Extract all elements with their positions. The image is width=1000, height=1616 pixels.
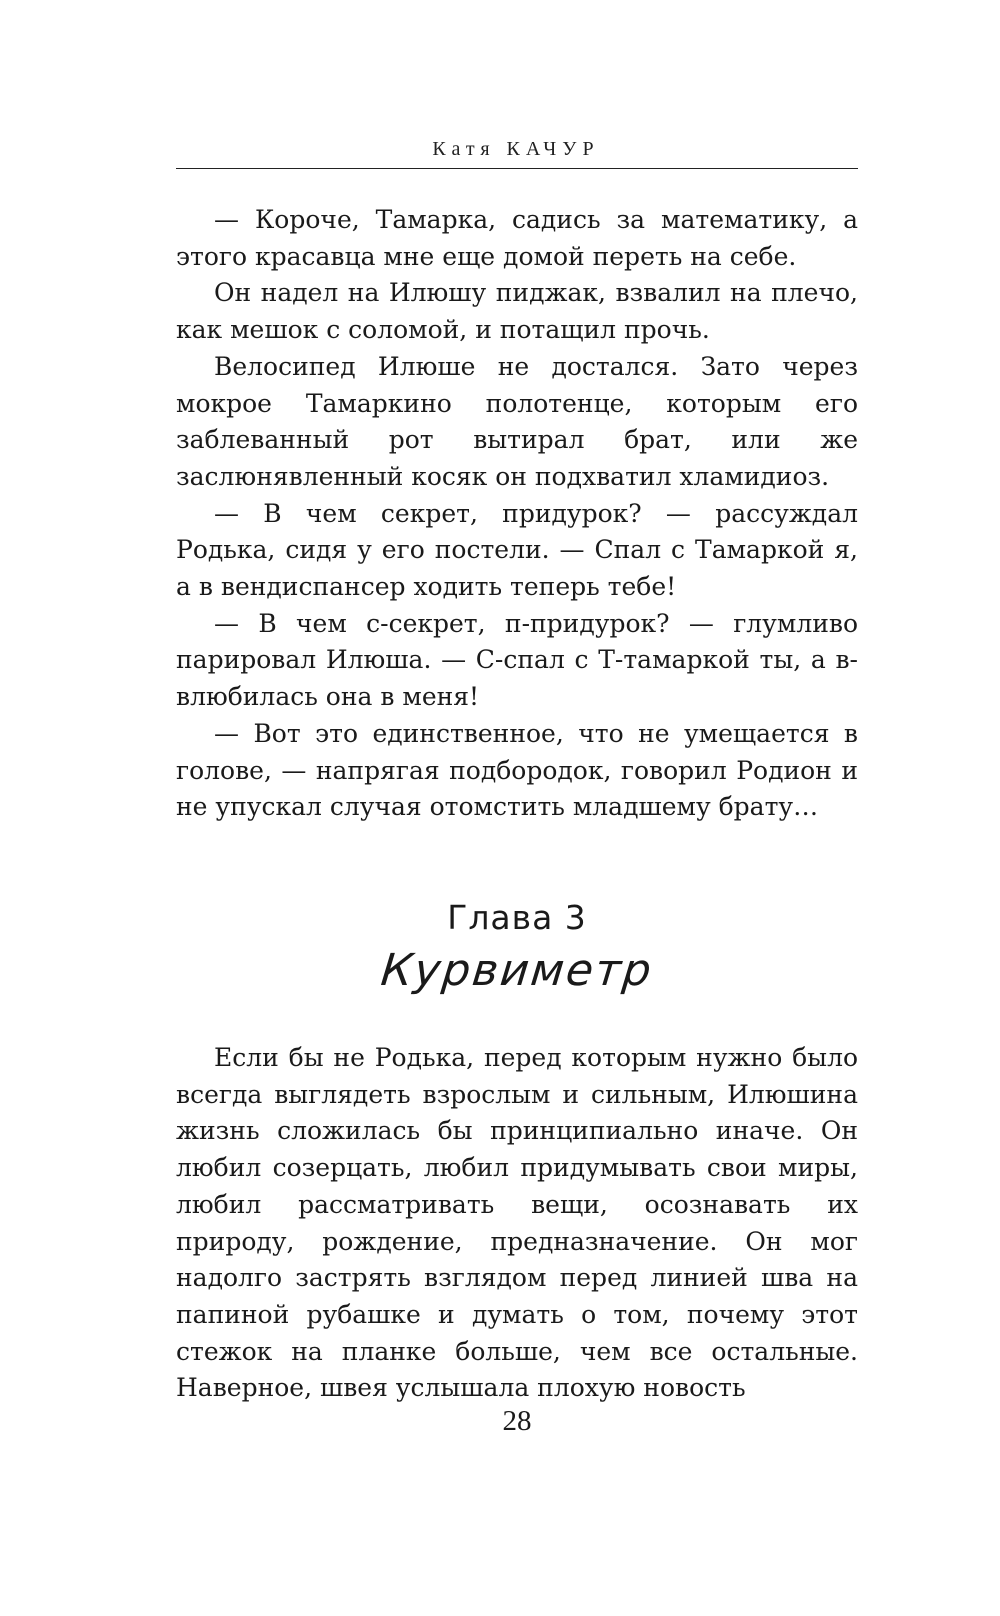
page-number: 28 <box>502 1405 532 1437</box>
paragraph: Велосипед Илюше не достался. Зато через мокрое Тамаркино полотенце, которым его заблеванный рот вытирал брат, или же заслюнявленный косяк он подхватил хламидиоз. <box>176 351 858 491</box>
paragraph: Он надел на Илюшу пиджак, взвалил на плечо, как мешок с соломой, и потащил прочь. <box>176 278 858 345</box>
text-block-bottom <box>176 1040 858 1407</box>
paragraph: — Короче, Тамарка, садись за математику, а этого красавца мне еще домой переть на себе. <box>176 205 858 271</box>
paragraph: Если бы не Родька, перед которым нужно было всегда выглядеть взрослым и сильным, Илюшина жизнь сложилась бы принципиально иначе. Он любил созерцать, любил придумывать свои миры, любил рассматривать вещи, осознавать их природу, рождение, предназначение. Он мог надолго застрять взглядом перед линией шва на папиной рубашке и думать о том, почему этот стежок на планке больше, чем все остальные. Наверное, швея услышала плохую новость <box>176 1043 858 1403</box>
header-rule <box>176 168 858 169</box>
paragraph: — В чем секрет, придурок? — рассуждал Родька, сидя у его постели. — Спал с Тамаркой я, а в вендиспансер ходить теперь тебе! <box>176 498 858 602</box>
paragraph: — В чем с-секрет, п-придурок? — глумливо парировал Илюша. — С-спал с Т-тамаркой ты, а в-влюбилась она в меня! <box>176 608 858 712</box>
running-header-author: Катя КАЧУР <box>432 138 600 160</box>
paragraph: — Вот это единственное, что не умещается в голове, — напрягая подбородок, говорил Родион и не упускал случая отомстить младшему брату… <box>176 718 858 822</box>
chapter-number: Глава 3 <box>447 898 587 937</box>
text-block-top <box>176 202 858 826</box>
chapter-title: Курвиметр <box>378 945 656 996</box>
